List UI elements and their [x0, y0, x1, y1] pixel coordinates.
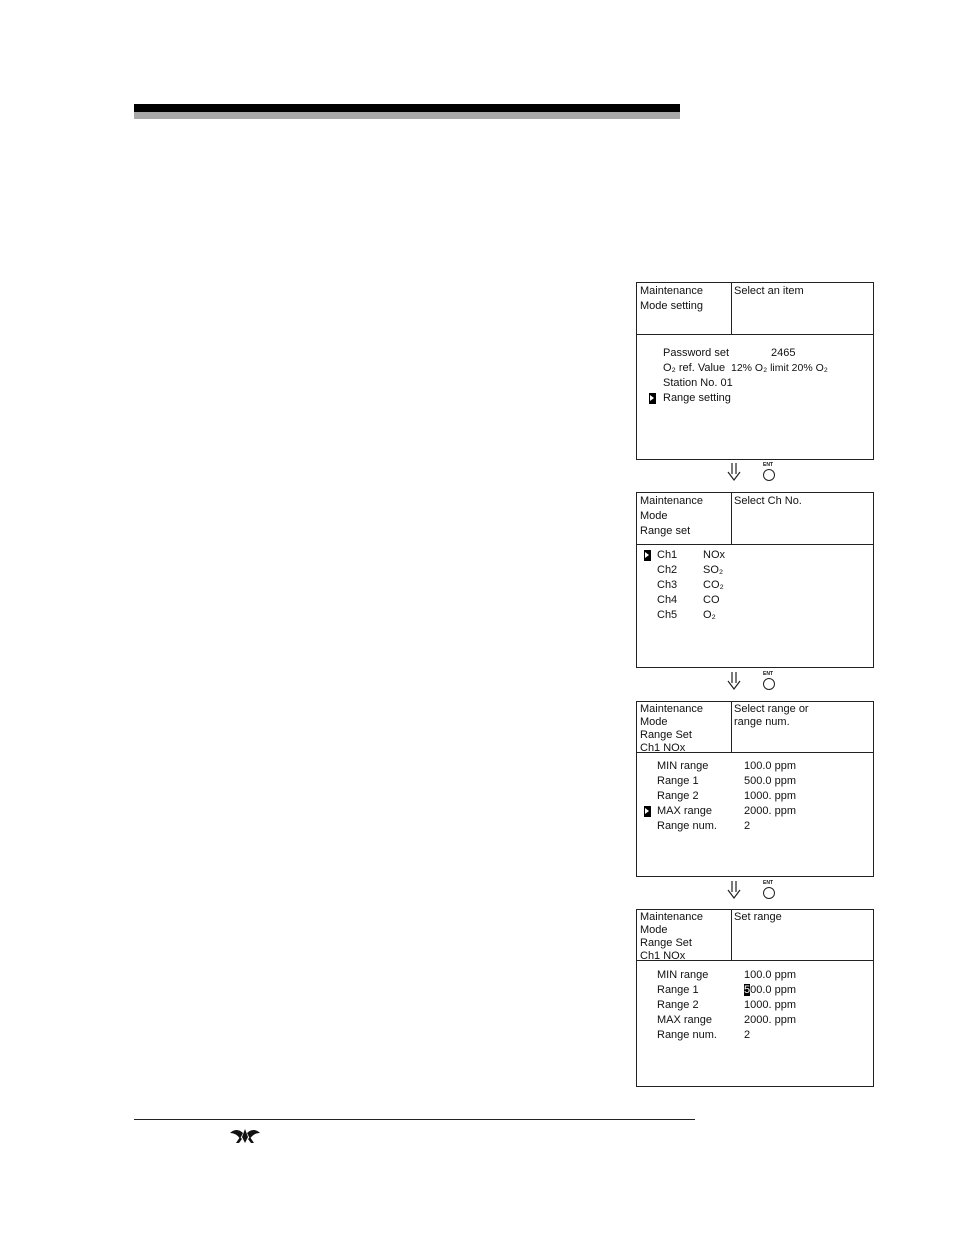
- row-value: 00.0 ppm: [750, 984, 796, 996]
- menu-item-password-set[interactable]: [663, 346, 729, 361]
- row-value: 2000. ppm: [744, 1014, 796, 1026]
- row-value: 2: [744, 820, 751, 832]
- row-label: MAX range: [657, 805, 713, 817]
- enter-key-icon[interactable]: [762, 880, 778, 902]
- screen-prompt: [732, 702, 873, 729]
- ent-key-circle: [763, 678, 775, 690]
- row-label: Range setting: [663, 392, 731, 404]
- range-item-max[interactable]: [657, 804, 712, 819]
- prompt-line: range num.: [734, 716, 790, 728]
- mode-line: Mode setting: [640, 300, 703, 312]
- row-label: MIN range: [657, 760, 709, 772]
- teledyne-logo-icon: [228, 1127, 262, 1145]
- row-label: Range num.: [657, 820, 717, 832]
- screen-mode-title: [637, 493, 732, 544]
- row-label: Ch4: [657, 594, 678, 606]
- row-value: O₂: [703, 609, 716, 621]
- mode-line: Range set: [640, 525, 691, 537]
- row-label: Ch3: [657, 579, 678, 591]
- range-item-range2[interactable]: [657, 789, 699, 804]
- channel-item-ch4[interactable]: [657, 593, 677, 608]
- row-label: Ch5: [657, 609, 678, 621]
- double-down-arrow-icon: [726, 462, 744, 482]
- mode-line: Maintenance: [640, 703, 703, 715]
- row-value: 1000. ppm: [744, 790, 796, 802]
- row-label: MAX range: [657, 1014, 713, 1026]
- double-down-arrow-icon: [726, 671, 744, 691]
- mode-line: Maintenance: [640, 495, 703, 507]
- range-item-range1[interactable]: [657, 774, 699, 789]
- row-label: Password set: [663, 347, 730, 359]
- row-value: 100.0 ppm: [744, 969, 796, 981]
- screen-mode-title: [637, 910, 732, 960]
- step-arrow: [726, 462, 786, 484]
- prompt-line: Select range or: [734, 703, 809, 715]
- lcd-screen-range-set-channel: [636, 492, 874, 668]
- ent-key-circle: [763, 469, 775, 481]
- row-label: MIN range: [657, 969, 709, 981]
- ent-key-circle: [763, 887, 775, 899]
- footer-rule: [134, 1119, 695, 1120]
- mode-line: Maintenance: [640, 285, 703, 297]
- screen-mode-title: [637, 702, 732, 752]
- enter-key-icon[interactable]: [762, 462, 778, 484]
- prompt-line: Select Ch No.: [734, 495, 802, 507]
- row-value: CO: [703, 594, 720, 606]
- screen-prompt: [732, 283, 873, 299]
- row-label: Ch2: [657, 564, 678, 576]
- menu-item-station-no[interactable]: [663, 376, 733, 391]
- range-item-range2[interactable]: [657, 998, 699, 1013]
- lcd-screen-set-range: [636, 909, 874, 1087]
- row-label: Range 2: [657, 999, 699, 1011]
- mode-line: Ch1 NOx: [640, 742, 686, 754]
- row-value: 1000. ppm: [744, 999, 796, 1011]
- prompt-line: Set range: [734, 911, 782, 923]
- screen-prompt: [732, 493, 873, 509]
- channel-item-ch5[interactable]: [657, 608, 677, 623]
- row-label: Range 1: [657, 984, 699, 996]
- range-item-max[interactable]: [657, 1013, 712, 1028]
- menu-item-range-setting[interactable]: [663, 391, 731, 406]
- row-value: NOx: [703, 549, 725, 561]
- mode-line: Range Set: [640, 937, 692, 949]
- row-value: 2: [744, 1029, 751, 1041]
- row-label: Station No. 01: [663, 377, 733, 389]
- range-item-range-num[interactable]: [657, 1028, 717, 1043]
- range-item-min[interactable]: [657, 759, 708, 774]
- mode-line: Mode: [640, 510, 668, 522]
- row-value: 100.0 ppm: [744, 760, 796, 772]
- lcd-screen-range-select: [636, 701, 874, 877]
- mode-line: Ch1 NOx: [640, 950, 686, 962]
- channel-item-ch2[interactable]: [657, 563, 677, 578]
- row-value: 500.0 ppm: [744, 775, 796, 787]
- screen-prompt: [732, 910, 873, 924]
- row-value: SO₂: [703, 564, 724, 576]
- screen-header: [637, 493, 873, 545]
- range-item-range-num[interactable]: [657, 819, 717, 834]
- step-arrow: [726, 880, 786, 902]
- screen-header: [637, 910, 873, 961]
- header-rule-dark: [134, 104, 680, 112]
- header-rule-grey: [134, 112, 680, 119]
- channel-item-ch1[interactable]: [657, 548, 677, 563]
- step-arrow: [726, 671, 786, 693]
- row-label: O₂ ref. Value: [663, 362, 726, 374]
- channel-item-ch3[interactable]: [657, 578, 677, 593]
- menu-item-o2-ref-value[interactable]: [663, 361, 725, 376]
- lcd-screen-mode-setting: [636, 282, 874, 460]
- range1-edit-field[interactable]: [744, 983, 796, 998]
- edit-cursor-digit: 5: [744, 984, 751, 996]
- prompt-line: Select an item: [734, 285, 804, 297]
- ent-key-label: ENT: [763, 462, 773, 468]
- cursor-triangle-icon: [649, 393, 656, 404]
- enter-key-icon[interactable]: [762, 671, 778, 693]
- range-item-range1[interactable]: [657, 983, 699, 998]
- range-item-min[interactable]: [657, 968, 708, 983]
- row-label: Range 1: [657, 775, 699, 787]
- cursor-triangle-icon: [644, 550, 651, 561]
- row-label: Range 2: [657, 790, 699, 802]
- row-value: 12% O₂ limit 20% O₂: [731, 362, 828, 374]
- screen-header: [637, 283, 873, 335]
- mode-line: Mode: [640, 716, 668, 728]
- row-value: 2000. ppm: [744, 805, 796, 817]
- mode-line: Range Set: [640, 729, 692, 741]
- mode-line: Mode: [640, 924, 668, 936]
- ent-key-label: ENT: [763, 671, 773, 677]
- double-down-arrow-icon: [726, 880, 744, 900]
- row-value: CO₂: [703, 579, 724, 591]
- mode-line: Maintenance: [640, 911, 703, 923]
- screen-header: [637, 702, 873, 753]
- cursor-triangle-icon: [644, 806, 651, 817]
- row-label: Ch1: [657, 549, 678, 561]
- ent-key-label: ENT: [763, 880, 773, 886]
- screen-mode-title: [637, 283, 732, 334]
- row-label: Range num.: [657, 1029, 717, 1041]
- row-value: 2465: [771, 347, 796, 359]
